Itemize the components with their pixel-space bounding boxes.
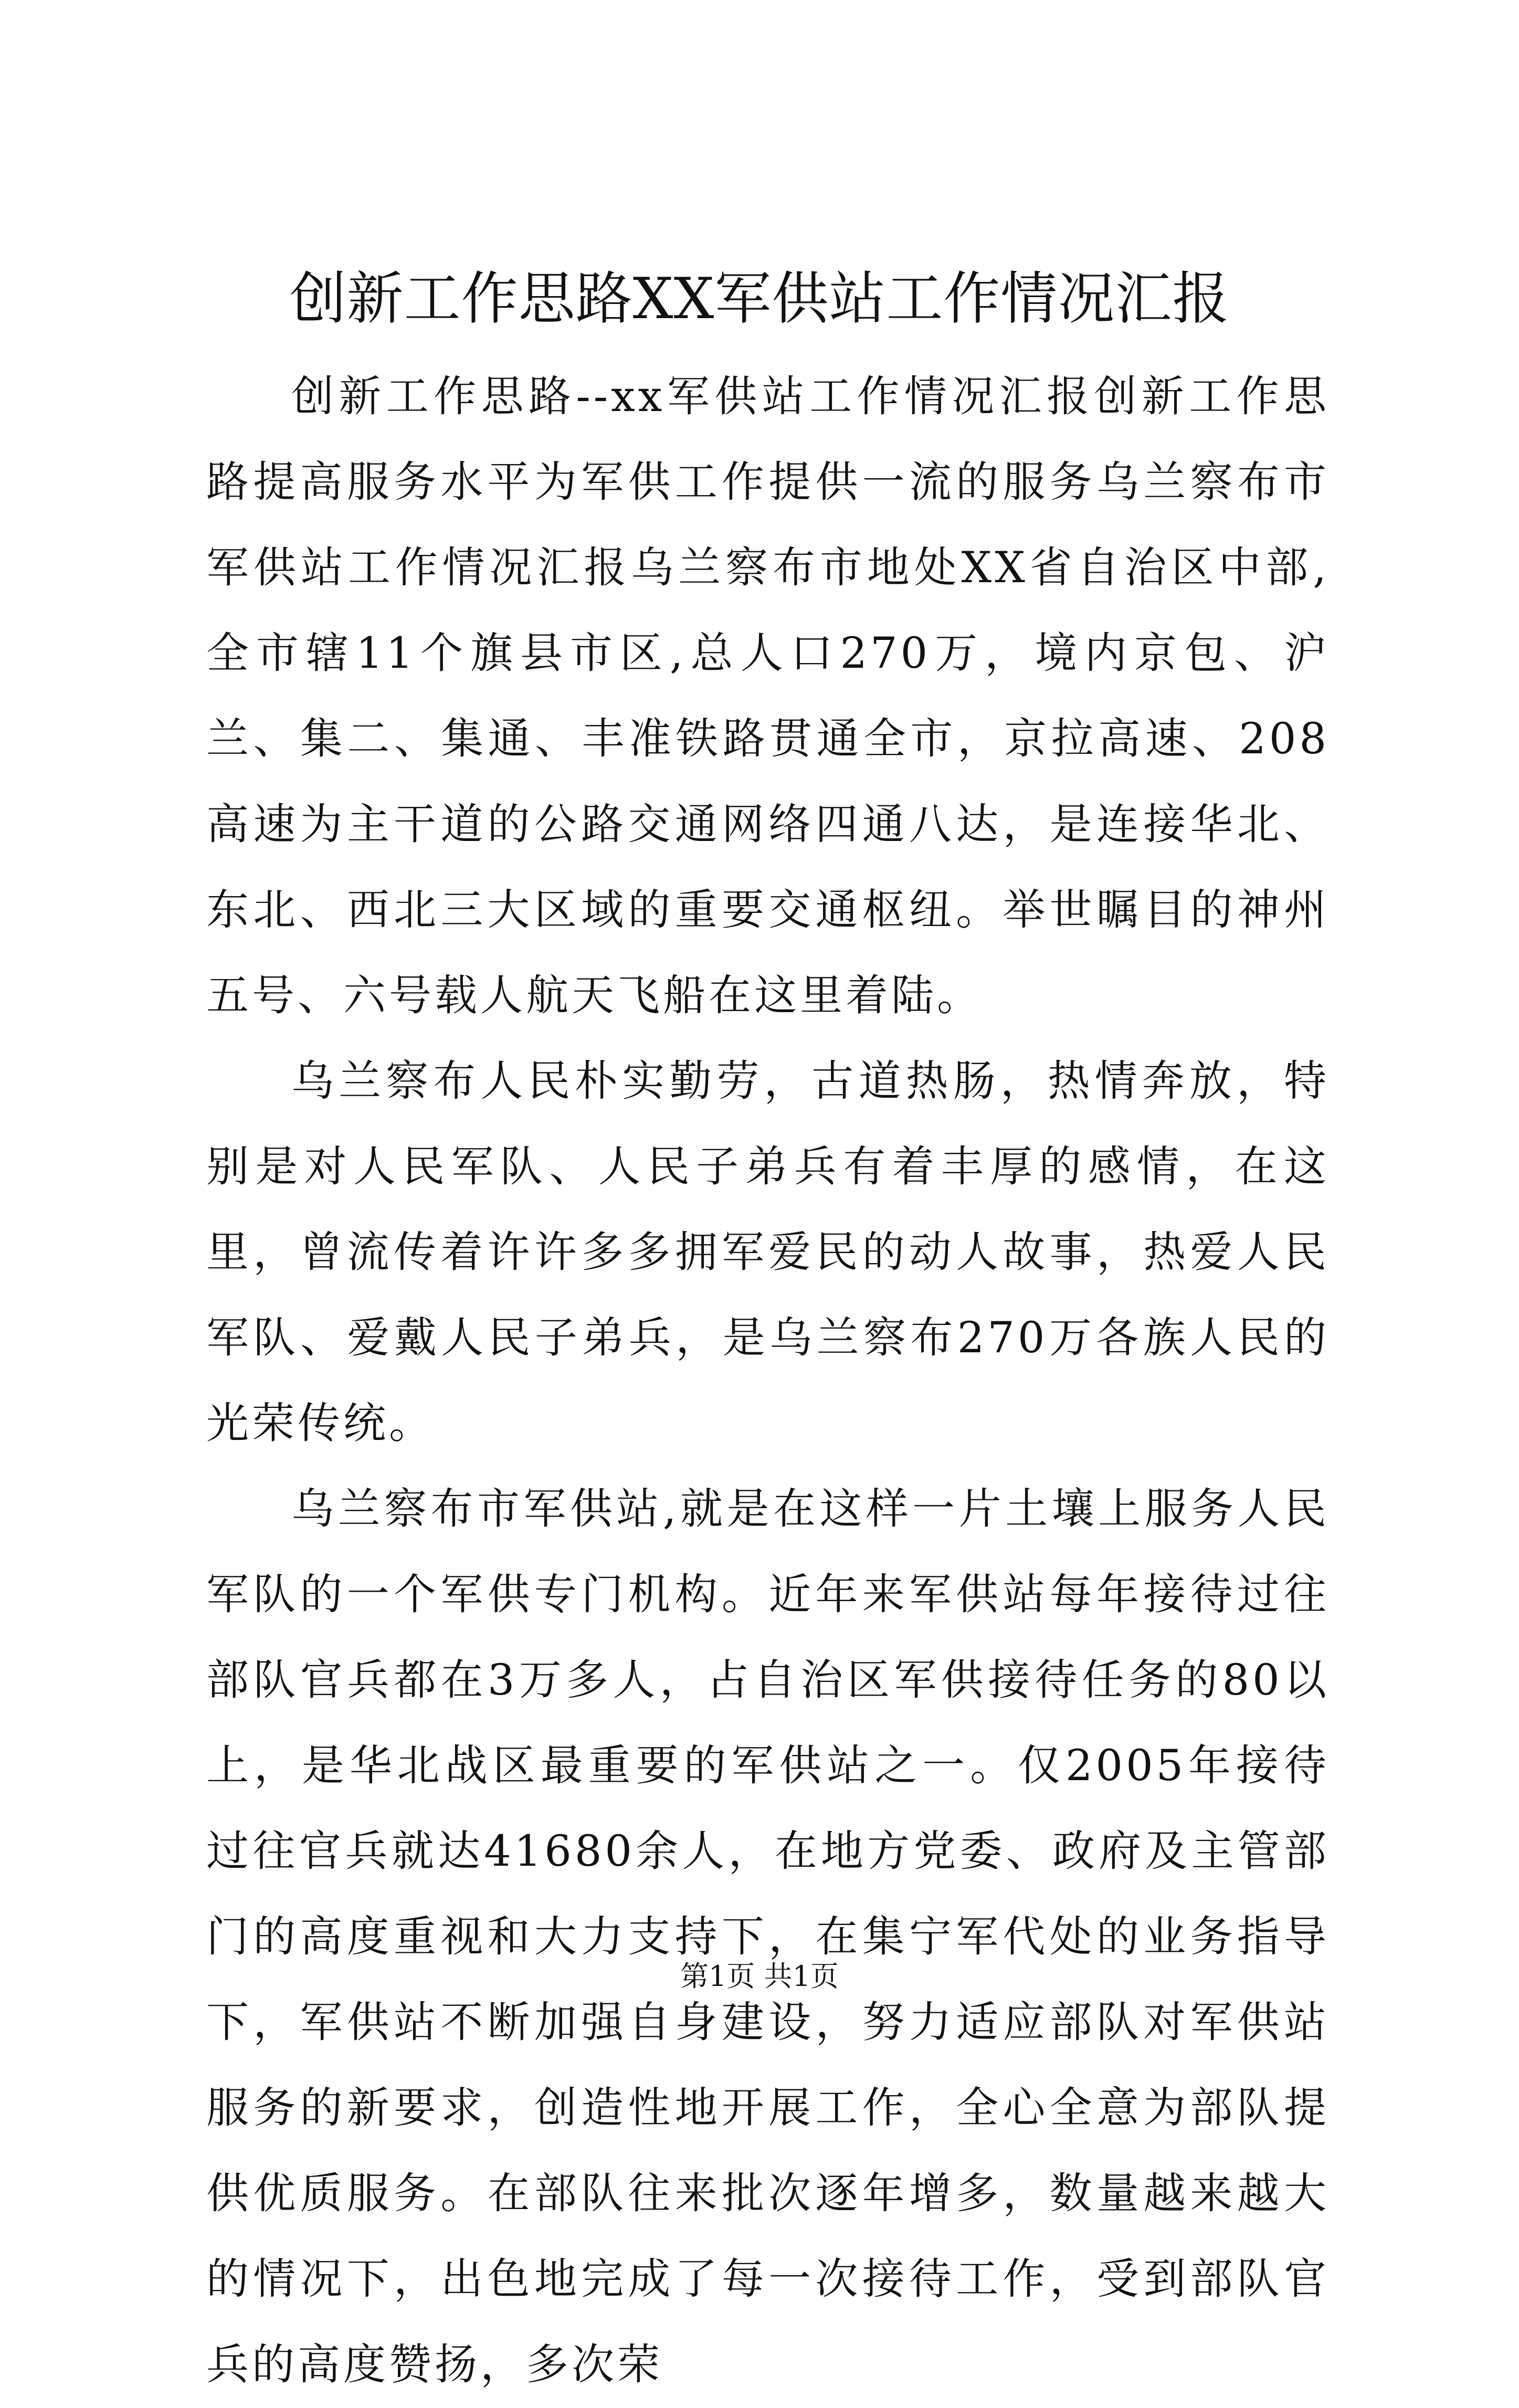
paragraph-3: 乌兰察布市军供站,就是在这样一片土壤上服务人民军队的一个军供专门机构。近年来军供站每年接待过往部队官兵都在3万多人，占自治区军供接待任务的80以上，是华北战区最重要的军供站之一。仅2005年接待过往官兵就达41680余人，在地方党委、政府及主管部门的高度重视和大力支持下，在集宁军代处的业务指导下，军供站不断加强自身建设，努力适应部队对军供站服务的新要求，创造性地开展工作，全心全意为部队提供优质服务。在部队往来批次逐年增多，数量越来越大的情况下，出色地完成了每一次接待工作，受到部队官兵的高度赞扬，多次荣 bbox=[206, 1485, 1330, 2390]
page-footer: 第1页 共1页 bbox=[680, 1960, 839, 1993]
document-body bbox=[206, 354, 1330, 2408]
document-title: 创新工作思路XX军供站工作情况汇报 bbox=[289, 266, 1230, 332]
paragraph-2: 乌兰察布人民朴实勤劳，古道热肠，热情奔放，特别是对人民军队、人民子弟兵有着丰厚的感情，在这里，曾流传着许许多多拥军爱民的动人故事，热爱人民军队、爱戴人民子弟兵，是乌兰察布270万各族人民的光荣传统。 bbox=[206, 1057, 1330, 1448]
paragraph-1: 创新工作思路--xx军供站工作情况汇报创新工作思路提高服务水平为军供工作提供一流的服务乌兰察布市军供站工作情况汇报乌兰察布市地处XX省自治区中部,全市辖11个旗县市区,总人口270万，境内京包、沪兰、集二、集通、丰准铁路贯通全市，京拉高速、208高速为主干道的公路交通网络四通八达，是连接华北、东北、西北三大区域的重要交通枢纽。举世瞩目的神州五号、六号载人航天飞船在这里着陆。 bbox=[206, 372, 1330, 1021]
